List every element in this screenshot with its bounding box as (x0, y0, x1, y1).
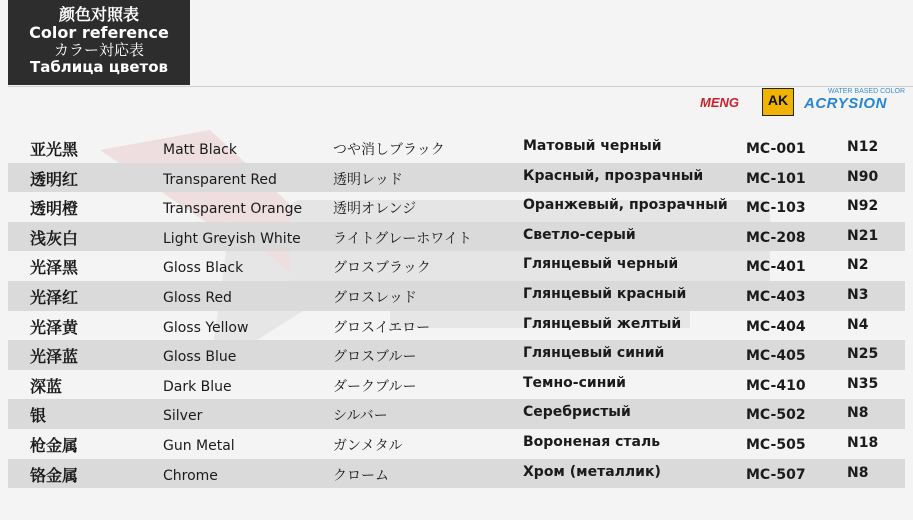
product-code: MC-505 (746, 436, 806, 453)
header-divider (8, 86, 913, 87)
chinese-name: 亚光黑 (30, 140, 79, 159)
product-code: MC-410 (746, 377, 806, 394)
chinese-name: 银 (30, 406, 47, 426)
table-row (8, 222, 905, 252)
english-name: Matt Black (163, 142, 237, 158)
english-name: Gloss Yellow (163, 319, 249, 336)
japanese-name: 透明オレンジ (333, 201, 417, 218)
japanese-name: つや消しブラック (333, 142, 445, 158)
english-name: Dark Blue (163, 378, 232, 395)
table-row (8, 133, 905, 163)
english-name: Chrome (163, 467, 218, 484)
chinese-name: 光泽红 (30, 287, 79, 307)
acrysion-logo: ACRYSION (804, 95, 887, 112)
reference-code: N90 (847, 168, 879, 185)
reference-code: N2 (847, 257, 869, 274)
japanese-name: 透明レッド (333, 171, 403, 188)
table-row (8, 429, 905, 459)
chinese-name: 深蓝 (30, 376, 63, 396)
product-code: MC-403 (746, 288, 806, 305)
russian-name: Глянцевый черный (523, 256, 679, 273)
russian-name: Оранжевый, прозрачный (523, 197, 728, 214)
japanese-name: グロスブラック (333, 260, 431, 277)
acrysion-tagline: WATER BASED COLOR (827, 88, 905, 95)
product-code: MC-208 (746, 229, 806, 246)
japanese-name: グロスイエロー (333, 319, 431, 336)
russian-name: Глянцевый синий (523, 345, 665, 362)
product-code: MC-405 (746, 348, 806, 365)
ak-logo: AK (762, 88, 794, 116)
product-code: MC-001 (746, 141, 806, 157)
reference-code: N3 (847, 286, 869, 303)
table-row (8, 399, 905, 429)
japanese-name: グロスブルー (333, 349, 417, 366)
table-row (8, 459, 905, 489)
title-block (8, 0, 190, 85)
russian-name: Серебристый (523, 404, 631, 421)
english-name: Light Greyish White (163, 230, 301, 247)
chinese-name: 透明红 (30, 169, 79, 189)
product-code: MC-404 (746, 318, 806, 335)
table-row (8, 251, 905, 281)
russian-name: Темно-синий (523, 374, 626, 391)
table-row (8, 340, 905, 370)
title-chinese: 颜色对照表 (58, 5, 139, 24)
product-code: MC-401 (746, 259, 806, 276)
japanese-name: ライトグレーホワイト (333, 230, 472, 247)
product-code: MC-502 (746, 407, 806, 424)
table-row (8, 281, 905, 311)
japanese-name: グロスレッド (333, 289, 417, 306)
table-row (8, 163, 905, 193)
color-reference-table (8, 133, 905, 488)
table-row (8, 370, 905, 400)
title-japanese: カラー対応表 (53, 41, 144, 59)
japanese-name: ダークブルー (333, 378, 417, 395)
reference-code: N18 (847, 434, 879, 451)
chinese-name: 光泽黑 (30, 258, 79, 278)
chinese-name: 透明橙 (30, 199, 79, 219)
russian-name: Матовый черный (523, 138, 662, 154)
english-name: Transparent Red (163, 171, 277, 188)
reference-code: N4 (847, 316, 869, 333)
russian-name: Светло-серый (523, 226, 636, 243)
product-code: MC-101 (746, 170, 806, 187)
english-name: Gloss Red (163, 289, 232, 306)
english-name: Transparent Orange (163, 201, 303, 218)
chinese-name: 光泽蓝 (30, 347, 79, 367)
title-russian: Таблица цветов (29, 58, 169, 76)
title-english: Color reference (29, 23, 169, 42)
russian-name: Глянцевый красный (523, 285, 687, 302)
russian-name: Вороненая сталь (523, 433, 661, 450)
chinese-name: 浅灰白 (30, 228, 79, 248)
table-row (8, 192, 905, 222)
product-code: MC-103 (746, 200, 806, 217)
reference-code: N8 (847, 405, 869, 422)
reference-code: N25 (847, 346, 879, 363)
japanese-name: ガンメタル (333, 437, 403, 454)
reference-code: N35 (847, 375, 879, 392)
product-code: MC-507 (746, 466, 806, 483)
table-row (8, 311, 905, 341)
reference-code: N8 (847, 464, 869, 481)
english-name: Gloss Blue (163, 349, 237, 366)
english-name: Gun Metal (163, 437, 235, 454)
reference-code: N21 (847, 227, 879, 244)
english-name: Gloss Black (163, 260, 244, 277)
russian-name: Хром (металлик) (523, 463, 661, 480)
japanese-name: シルバー (333, 408, 388, 425)
chinese-name: 铬金属 (30, 465, 79, 485)
russian-name: Красный, прозрачный (523, 167, 704, 184)
meng-logo: MENG (700, 95, 739, 110)
chinese-name: 枪金属 (30, 435, 79, 455)
reference-code: N92 (847, 198, 879, 215)
reference-code: N12 (847, 139, 879, 155)
chinese-name: 光泽黄 (30, 317, 79, 337)
english-name: Silver (163, 408, 203, 425)
japanese-name: クローム (333, 467, 389, 484)
russian-name: Глянцевый желтый (523, 315, 682, 332)
